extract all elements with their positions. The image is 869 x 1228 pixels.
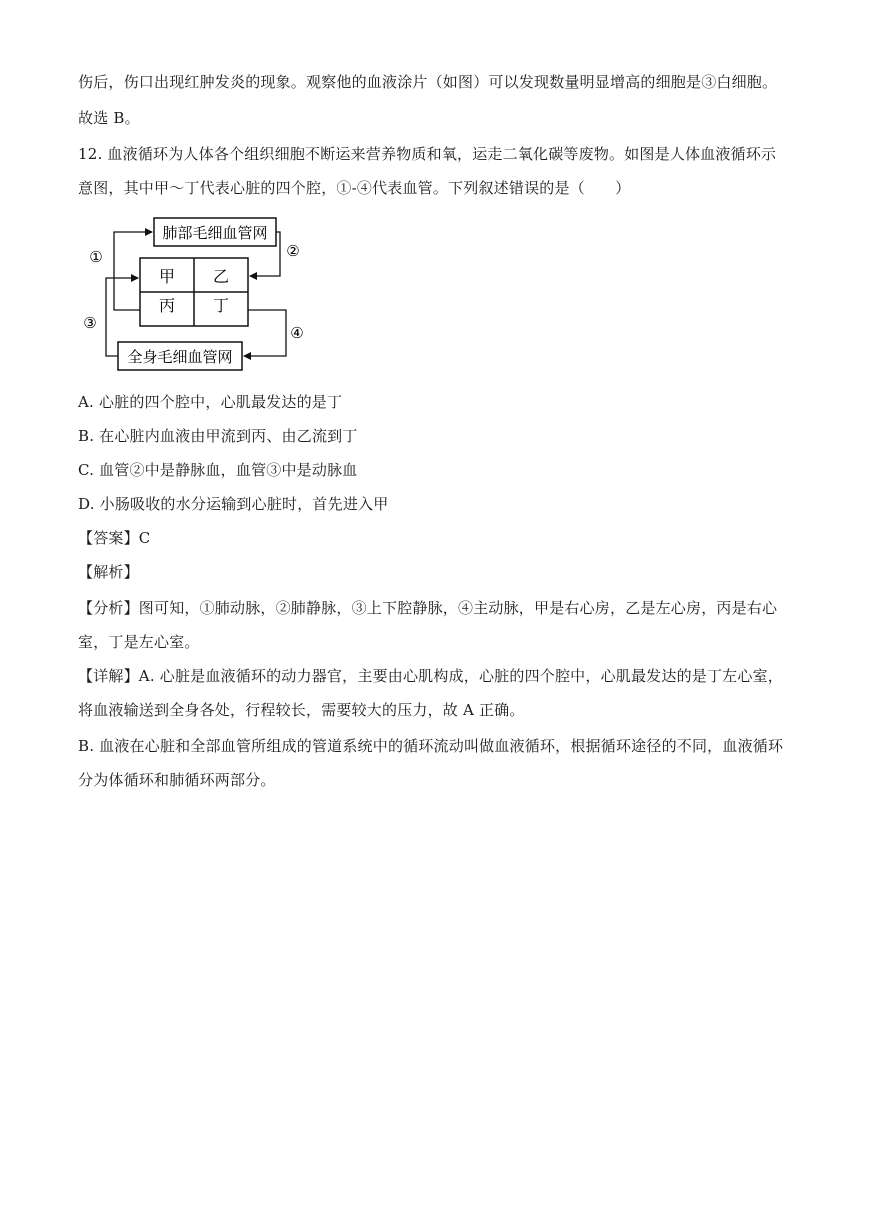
body-capillary-label: 全身毛细血管网 bbox=[127, 348, 233, 366]
answer: 【答案】C bbox=[78, 529, 151, 547]
chamber-yi: 乙 bbox=[212, 267, 230, 286]
option-b: B. 在心脏内血液由甲流到丙、由乙流到丁 bbox=[78, 427, 358, 445]
analysis-line: 将血液输送到全身各处，行程较长，需要较大的压力，故 A 正确。 bbox=[78, 701, 525, 719]
vessel-1-label: ① bbox=[89, 248, 103, 266]
vessel-4-arrow bbox=[244, 310, 286, 356]
vessel-2-label: ② bbox=[286, 242, 300, 260]
vessel-4-label: ④ bbox=[290, 324, 304, 342]
option-a: A. 心脏的四个腔中，心肌最发达的是丁 bbox=[78, 393, 343, 411]
option-d: D. 小肠吸收的水分运输到心脏时，首先进入甲 bbox=[78, 495, 389, 513]
analysis-line: 【详解】A. 心脏是血液循环的动力器官，主要由心肌构成，心脏的四个腔中，心肌最发达的是丁左心室， bbox=[78, 667, 783, 685]
question-12-stem: 意图，其中甲～丁代表心脏的四个腔，①-④代表血管。下列叙述错误的是（ ） bbox=[78, 179, 631, 197]
chamber-bing: 丙 bbox=[158, 296, 176, 315]
chamber-jia: 甲 bbox=[158, 267, 176, 286]
analysis-line: 【分析】图可知，①肺动脉，②肺静脉，③上下腔静脉，④主动脉，甲是右心房，乙是左心房，丙是右心 bbox=[78, 599, 778, 617]
analysis-heading: 【解析】 bbox=[78, 563, 139, 581]
lung-capillary-label: 肺部毛细血管网 bbox=[162, 224, 268, 242]
option-c: C. 血管②中是静脉血，血管③中是动脉血 bbox=[78, 461, 358, 479]
text-line: 伤后，伤口出现红肿发炎的现象。观察他的血液涂片（如图）可以发现数量明显增高的细胞是③白细胞。 bbox=[78, 73, 778, 91]
blood-circulation-diagram bbox=[80, 210, 320, 380]
question-12-stem: 12. 血液循环为人体各个组织细胞不断运来营养物质和氧，运走二氧化碳等废物。如图是人体血液循环示 bbox=[78, 145, 777, 163]
text-line: 故选 B。 bbox=[78, 109, 140, 127]
analysis-line: B. 血液在心脏和全部血管所组成的管道系统中的循环流动叫做血液循环，根据循环途径的不同，血液循环 bbox=[78, 737, 784, 755]
analysis-line: 分为体循环和肺循环两部分。 bbox=[78, 771, 276, 789]
vessel-3-label: ③ bbox=[83, 314, 97, 332]
chamber-ding: 丁 bbox=[212, 296, 230, 315]
analysis-line: 室，丁是左心室。 bbox=[78, 633, 200, 651]
